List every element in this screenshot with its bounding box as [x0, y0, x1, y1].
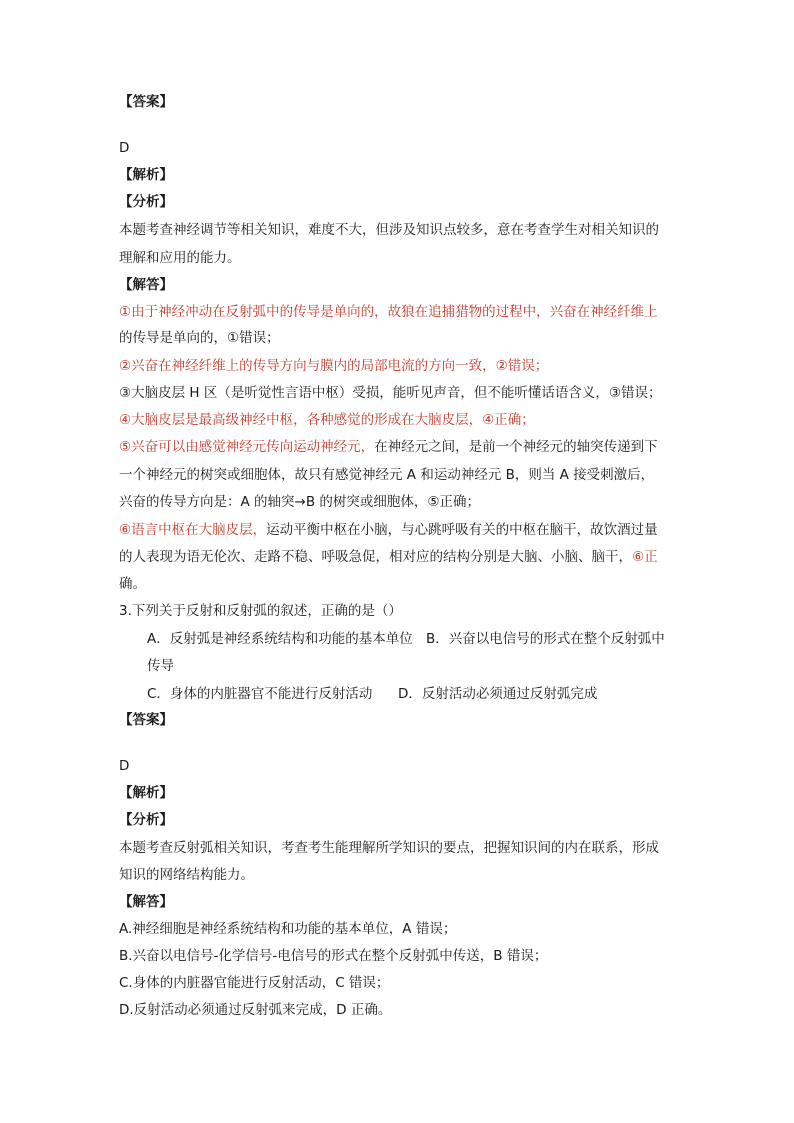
statement-6-line-3: 确。	[119, 576, 146, 592]
statement-5-line-2: 一个神经元的树突或细胞体，故只有感觉神经元 A 和运动神经元 B，则当 A 接受刺激后，	[119, 467, 655, 483]
option-a: A．反射弧是神经系统结构和功能的基本单位	[147, 631, 413, 647]
option-d: D．反射活动必须通过反射弧完成	[398, 686, 598, 702]
statement-6-line-1	[119, 520, 658, 540]
option-b: B．兴奋以电信号的形式在整个反射弧中	[426, 631, 665, 647]
statement-5-red-part: ⑤兴奋可以由感觉神经元传向运动神经元，	[119, 439, 375, 455]
fenxi-line-2: 理解和应用的能力。	[119, 250, 241, 266]
option-c: C．身体的内脏器官不能进行反射活动	[147, 686, 373, 702]
statement-3: ③大脑皮层 H 区（是听觉性言语中枢）受损，能听见声音，但不能听懂话语含义，③错误；	[119, 385, 662, 401]
q3-analysis-heading: 【解析】	[119, 785, 173, 801]
q3-answer-value: D	[119, 758, 130, 774]
q3-jieda-line-c: C.身体的内脏器官能进行反射活动，C 错误；	[119, 975, 390, 991]
statement-5-line-3: 兴奋的传导方向是：A 的轴突→B 的树突或细胞体，⑤正确；	[119, 494, 480, 510]
analysis-heading: 【解析】	[119, 167, 173, 183]
statement-4: ④大脑皮层是最高级神经中枢，各种感觉的形成在大脑皮层，④正确；	[119, 412, 535, 428]
q3-fenxi-heading: 【分析】	[119, 812, 173, 828]
statement-1-line-2: 的传导是单向的，①错误；	[119, 330, 280, 346]
statement-6-line-2	[119, 547, 658, 567]
statement-6-black-part: 运动平衡中枢在小脑，与心跳呼吸有关的中枢在脑干，故饮酒过量	[266, 522, 658, 538]
q3-answer-heading: 【答案】	[119, 712, 173, 728]
statement-6-red-part: ⑥语言中枢在大脑皮层，	[119, 522, 267, 538]
q3-fenxi-line-2: 知识的网络结构能力。	[119, 867, 254, 883]
q3-jieda-line-b: B.兴奋以电信号-化学信号-电信号的形式在整个反射弧中传送，B 错误；	[119, 948, 548, 964]
q3-jieda-line-a: A.神经细胞是神经系统结构和功能的基本单位，A 错误；	[119, 921, 457, 937]
answer-heading: 【答案】	[119, 94, 173, 110]
statement-6-line-2-black: 的人表现为语无伦次、走路不稳、呼吸急促，相对应的结构分别是大脑、小脑、脑干，	[119, 549, 632, 565]
q3-jieda-line-d: D.反射活动必须通过反射弧来完成，D 正确。	[119, 1002, 392, 1018]
statement-6-line-2-red: ⑥正	[632, 549, 658, 565]
q3-fenxi-line-1: 本题考查反射弧相关知识，考查考生能理解所学知识的要点，把握知识间的内在联系，形成	[119, 840, 659, 856]
statement-5-black-part: 在神经元之间，是前一个神经元的轴突传递到下	[374, 439, 658, 455]
answer-value: D	[119, 140, 130, 156]
statement-2: ②兴奋在神经纤维上的传导方向与膜内的局部电流的方向一致，②错误；	[119, 358, 549, 374]
question-3-stem: 3.下列关于反射和反射弧的叙述，正确的是（）	[119, 603, 402, 619]
statement-5-line-1	[119, 437, 658, 457]
fenxi-heading: 【分析】	[119, 194, 173, 210]
fenxi-line-1: 本题考查神经调节等相关知识，难度不大，但涉及知识点较多，意在考查学生对相关知识的	[119, 222, 659, 238]
option-b-continued: 传导	[147, 658, 174, 674]
statement-1-line-1: ①由于神经冲动在反射弧中的传导是单向的，故狼在追捕猎物的过程中，兴奋在神经纤维上	[119, 304, 658, 320]
jieda-heading: 【解答】	[119, 277, 173, 293]
q3-jieda-heading: 【解答】	[119, 894, 173, 910]
